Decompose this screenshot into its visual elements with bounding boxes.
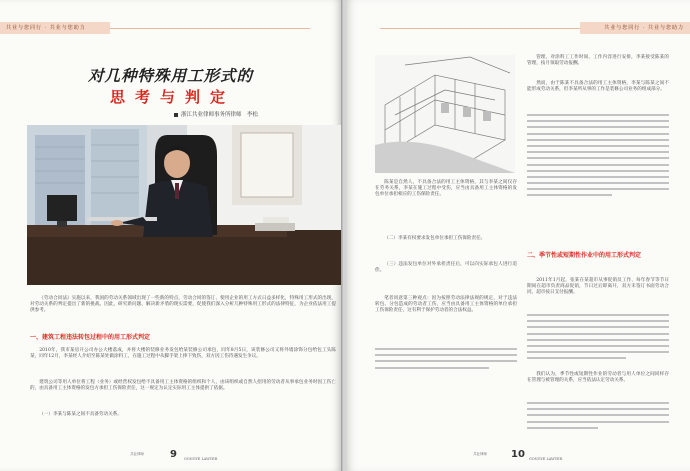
architectural-sketch-image [375,55,515,173]
col1-paragraph-1: 陈某是自然人，不具备合法的用工主体资格，其与李某之间仅存在劳务关系，李某在施工过程中受伤，应当由具备用工主体资格的发包单位承担相应的工伤保险责任。 [375,180,517,198]
intro-paragraph: 《劳动合同法》实施以来，我国的劳动关系领域出现了一些新的特点，劳动合同的签订、使用企业的用工方式日益多样化，特殊用工形式的出现，对劳动关系的判定提出了新的挑战。因此，研究新问题、解决新矛盾的现实需要，促使我们深入分析几种特殊用工形式的法律特征，为企业依法用工提供参考。 [30,296,336,314]
col2-text-continuation [527,114,669,201]
col2-paragraph-2: 然而，由于陈某不具备合法的用工主体资格，李某与陈某之间不能形成劳动关系，但李某所从事的工作是装修公司业务的组成部分。 [527,81,669,93]
section-heading-2: 二、季节性或短期性作业中的用工形式判定 [527,252,642,259]
footer-magazine-en: GONGYE LAWYER [184,457,218,461]
footer-magazine-name-right: 共业律师 [473,452,487,456]
right-page [345,0,690,471]
running-header-left: 共业与您同行 · 共业与您助力 [0,22,110,34]
col2-paragraph-3: 2011年1月起，张某在某超市从事促销员工作，每年春节等节日期间在超市负责商品促销，节日过后即离开，双方未签订书面劳动合同，超市按日支付报酬。 [527,278,669,296]
paragraph-2: 2010年，我市某房开公司办公大楼落成，并将大楼的装修业务发包给某装修公司承包，同年8月5日，该装修公司又将外墙涂饰分包给包工头陈某，同年12月，李某经人介绍至陈某处做涂料工，在施工过程中从脚手架上摔下致伤，双方因工伤待遇发生争议。 [30,348,336,360]
article-title-line2: 思考与判定 [110,88,236,106]
col2-text-continuation-3 [527,402,669,433]
col1-paragraph-2: （二）李某有权要求发包单位承担工伤保险责任。 [384,236,486,241]
section-heading-1: 一、建筑工程违法转包过程中的用工形式判定 [30,334,151,341]
col2-text-continuation-2 [527,314,669,364]
byline-square-icon [174,113,178,117]
footer-magazine-en-right: GONGYE LAWYER [529,457,563,461]
page-number-left: 9 [170,449,177,460]
header-rule-left [110,28,310,29]
paragraph-3: 建筑公司等用人单位将工程（业务）或经营权发包给不具备用工主体资格的组织和个人，由该组织或自然人招用的劳动者从事承包业务时因工伤亡的，由具备用工主体资格的发包方承担工伤保险责任，这一规定为认定实际用工主体提供了依据。 [30,380,336,392]
col2-paragraph-1: 管理，对涂料工工作时间、工作内容进行安排，李某接受陈某的管理，按月领取劳动报酬。 [527,55,669,67]
header-rule-right [380,28,580,29]
page-number-right: 10 [511,449,525,460]
left-page [0,0,343,471]
col2-paragraph-4: 我们认为，季节性或短期性作业的劳动者与用人单位之间同样存在管理与被管理的关系，应当依法认定劳动关系。 [527,372,669,384]
article-title-line1: 对几种特殊用工形式的 [88,67,254,85]
right-footer [345,449,690,465]
col1-paragraph-3: （三）违法发包单位对外承担责任后，可以向实际承包人进行追偿。 [375,262,517,274]
byline-org: 浙江共业律师事务所律师 [181,112,242,118]
col1-paragraph-4: 笔者同意第三种观点：因为按照劳动法律法规的规定，对于违法转包、分包造成的劳动者工伤，应当由具备用工主体资格的单位承担工伤保险责任，这有利于保护劳动者的合法权益。 [375,296,517,314]
paragraph-4: （一）李某与陈某之间不具备劳动关系。 [39,412,122,417]
byline [174,110,258,118]
left-footer [0,449,343,465]
col1-text-continuation [375,348,517,373]
running-header-right: 共业与您同行 · 共业与您助力 [580,22,690,34]
lawyer-office-photo [27,125,341,285]
footer-magazine-name: 共业律师 [130,452,144,456]
byline-author: 李松 [247,112,259,118]
